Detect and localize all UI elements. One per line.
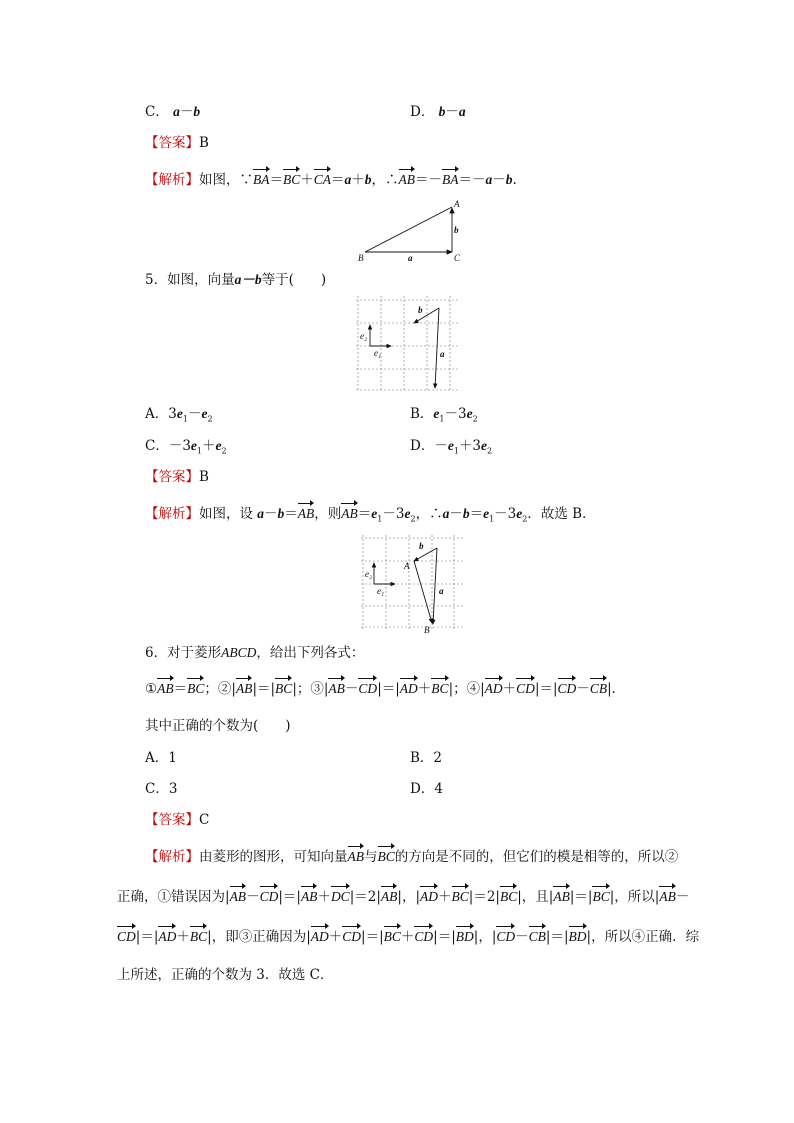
- q6-answer: [145, 812, 209, 828]
- q5-analysis: 【解析】如图，设 a－b＝AB，则$AB=e_1-3e_2$，$\therefore a-b=e_1-3e_2$．故选 B．: [145, 506, 596, 524]
- q4-label-b: b: [454, 225, 459, 235]
- q5-option-b-text: B．: [410, 406, 434, 422]
- q4-option-d-label: D．: [410, 104, 435, 120]
- q4-label-a: a: [408, 253, 413, 263]
- q5-option-c: C．$-3e_1+e_2$: [145, 438, 227, 456]
- q5b-label-B: B: [424, 625, 430, 635]
- q6-stem: [145, 645, 364, 661]
- q6-analysis-line-1: 【解析】由菱形的图形，可知向量AB与BC的方向是不同的，但它们的模是相等的，所以②: [145, 849, 679, 865]
- q4-label-B: B: [358, 253, 364, 263]
- q4-answer-value: B: [199, 135, 209, 151]
- q5-analysis-tag: 【解析】: [145, 506, 199, 522]
- q5-option-c-text: C．－3: [145, 438, 191, 454]
- q5b-vector-a: [433, 548, 437, 624]
- q5-label-e1: e₁: [374, 348, 382, 358]
- q4-label-A: A: [454, 199, 460, 209]
- q6-answer-value: C: [199, 812, 210, 828]
- q5b-vector-ab: [414, 561, 432, 623]
- q4-option-d-b: b: [438, 104, 446, 119]
- q5-option-a-text: A．3: [145, 406, 177, 422]
- q4-analysis-intro: 如图，∵: [199, 172, 253, 188]
- q4-option-d-a: a: [458, 104, 466, 119]
- q6-analysis-line-4: 上所述，正确的个数为 3．故选 C．: [117, 967, 334, 983]
- q5-grid-figure: [352, 294, 464, 394]
- q6-option-d: D．4: [410, 781, 443, 797]
- q5-analysis-text: 如图，设: [199, 506, 253, 522]
- q6-analysis-8: ，所以④正确．综: [591, 929, 700, 945]
- q5-answer-tag: 【答案】: [145, 469, 199, 485]
- q5b-label-A: A: [404, 561, 410, 571]
- q5-label-a: a: [440, 349, 445, 359]
- q6-stem-tail: ，给出下列各式：: [256, 645, 365, 661]
- q5b-label-e2: e₂: [365, 569, 373, 579]
- q5-option-d-text: D．－: [410, 438, 448, 454]
- q4-option-d-minus: －: [445, 104, 459, 120]
- q5-analysis-figure: [357, 534, 467, 636]
- q6-analysis-line-2: 正确，①错误因为|AB－CD|＝|AB＋DC|＝2|AB|，|AD＋BC|＝2|BC|，且|AB|＝|BC|，所以|AB－: [117, 889, 690, 905]
- q5-label-b: b: [418, 305, 423, 315]
- q5-vector-a: [435, 308, 439, 388]
- q5-stem: [145, 272, 326, 288]
- q5-label-e2: e₂: [360, 331, 368, 341]
- q6-question: 其中正确的个数为( ): [145, 718, 291, 734]
- q5-stem-tail: 等于( ): [261, 272, 327, 288]
- q4-option-c-minus: －: [179, 104, 194, 120]
- q5-option-b: B．$e_1-3e_2$: [410, 406, 478, 424]
- q4-option-c: [145, 104, 200, 120]
- q4-vector-ba: [365, 207, 452, 252]
- q5b-vector-b: [414, 548, 437, 561]
- q5-conclusion: ．故选 B．: [527, 506, 596, 522]
- q6-stem-name: ABCD: [221, 645, 257, 660]
- q6-analysis-tag: 【解析】: [145, 849, 199, 865]
- q4-answer-tag: 【答案】: [145, 135, 199, 151]
- q6-analysis-line-3: CD|＝|AD＋BC|，即③正确因为|AD＋CD|＝|BC＋CD|＝|BD|，|CD－CB|＝|BD|，所以④正确．综: [117, 929, 700, 945]
- q6-stem-text: 6．对于菱形: [145, 645, 222, 661]
- q6-option-a: A．1: [145, 750, 177, 766]
- q5b-label-e1: e₁: [377, 586, 385, 596]
- q4-option-c-b: b: [193, 104, 201, 119]
- q6-option-c: C．3: [145, 781, 178, 797]
- q6-analysis-1: 由菱形的图形，可知向量: [199, 849, 348, 865]
- q5-stem-text: 5．如图，向量: [145, 272, 235, 288]
- q4-option-d: [410, 104, 466, 120]
- q5-stem-expr: a－b: [234, 272, 262, 287]
- q6-analysis-4: 因为: [198, 889, 225, 905]
- q4-analysis-tag: 【解析】: [145, 172, 199, 188]
- q4-option-c-a: a: [173, 104, 180, 119]
- q4-triangle-figure: [355, 198, 475, 264]
- q6-analysis-4b: 因为: [279, 929, 307, 945]
- q4-label-C: C: [454, 253, 461, 263]
- q6-analysis-7: ，即③正确: [211, 929, 280, 945]
- q5-option-d: D．$-e_1+3e_2$: [410, 438, 493, 456]
- q6-option-b: B．2: [410, 750, 443, 766]
- q4-analysis: 【解析】如图，∵BA＝BC＋CA＝a＋b，∴AB＝－BA＝－a－b.: [145, 172, 517, 188]
- q5-answer: [145, 469, 209, 485]
- q6-formulas: ①AB＝BC；②|AB|＝|BC|；③|AB－CD|＝|AD＋BC|；④|AD＋CD|＝|CD－CB|．: [145, 681, 626, 697]
- q6-analysis-2: 的方向是不同的，但它们的模是相等的，所以②: [394, 849, 679, 865]
- q5b-label-b: b: [419, 541, 424, 551]
- q6-analysis-6: ，所以: [614, 889, 655, 905]
- q5-option-a: A．$3e_1-e_2$: [145, 406, 213, 424]
- q6-analysis-5: ，且: [521, 889, 549, 905]
- q6-analysis-3: 正确，①错误: [117, 889, 198, 905]
- q4-option-c-label: C．: [145, 104, 169, 120]
- q5b-label-a: a: [439, 586, 444, 596]
- q4-answer: [145, 135, 209, 151]
- q5-answer-value: B: [199, 469, 209, 485]
- q6-answer-tag: 【答案】: [145, 812, 199, 828]
